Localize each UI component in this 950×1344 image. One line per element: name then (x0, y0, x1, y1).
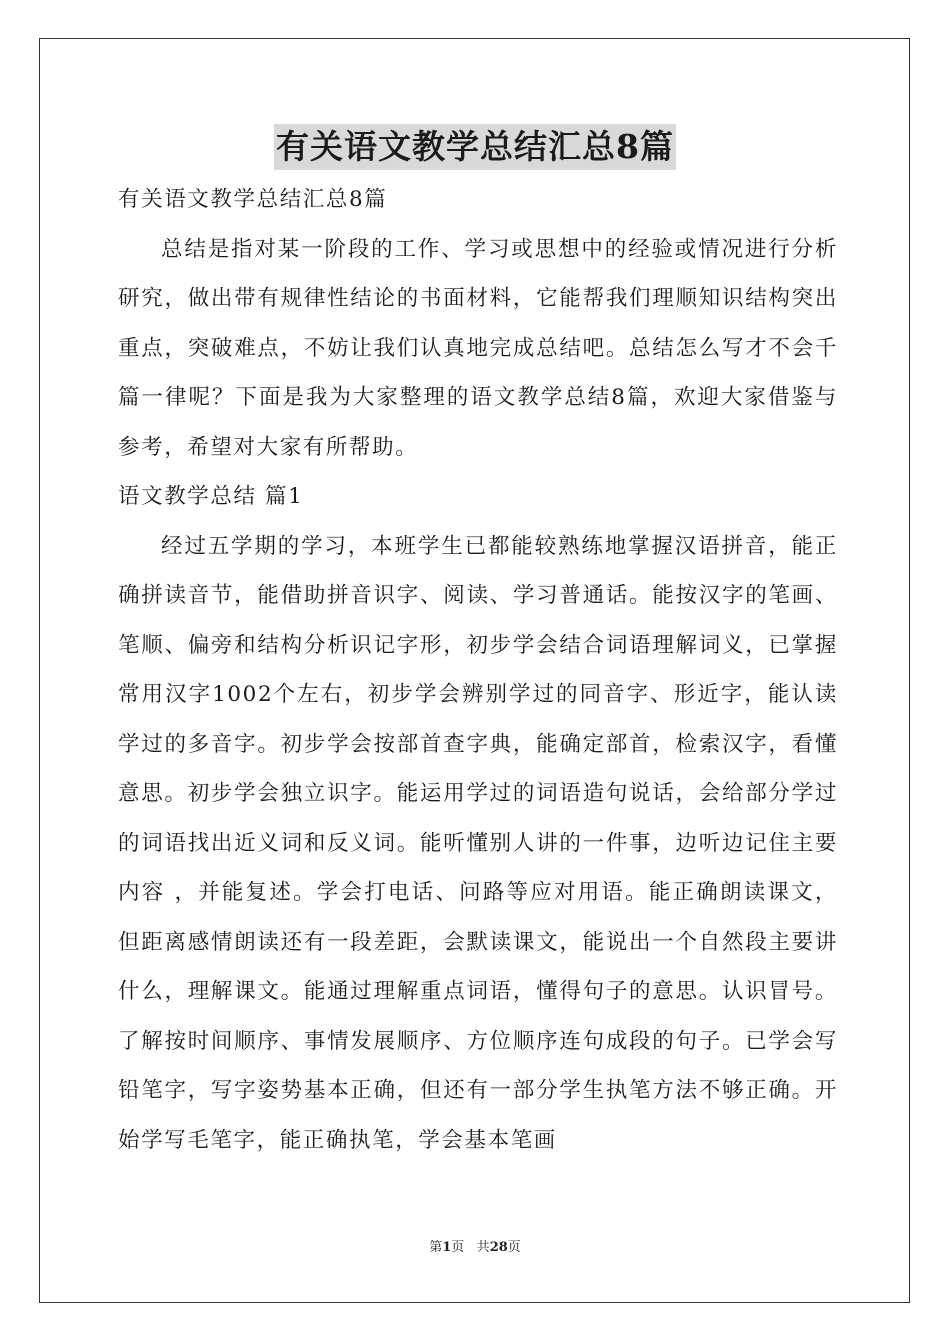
section-heading: 语文教学总结 篇1 (118, 484, 304, 509)
document-body (118, 175, 838, 1165)
intro-paragraph: 总结是指对某一阶段的工作、学习或思想中的经验或情况进行分析研究，做出带有规律性结论的书面材料，它能帮我们理顺知识结构突出重点，突破难点，不妨让我们认真地完成总结吧。总结怎么写才不会千篇一律呢？下面是我为大家整理的语文教学总结8篇，欢迎大家借鉴与参考，希望对大家有所帮助。 (118, 236, 838, 460)
title-wrap (0, 124, 950, 170)
document-title: 有关语文教学总结汇总8篇 (274, 124, 676, 170)
section-paragraph: 经过五学期的学习，本班学生已都能较熟练地掌握汉语拼音，能正确拼读音节，能借助拼音识字、阅读、学习普通话。能按汉字的笔画、笔顺、偏旁和结构分析识记字形，初步学会结合词语理解词义，已掌握常用汉字1002个左右，初步学会辨别学过的同音字、形近字，能认读学过的多音字。初步学会按部首查字典，能确定部首，检索汉字，看懂意思。初步学会独立识字。能运用学过的词语造句说话，会给部分学过的词语找出近义词和反义词。能听懂别人讲的一件事，边听边记住主要内容 ，并能复述。学会打电话、问路等应对用语。能正确朗读课文，但距离感情朗读还有一段差距，会默读课文，能说出一个自然段主要讲什么，理解课文。能通过理解重点词语，懂得句子的意思。认识冒号。了解按时间顺序、事情发展顺序、方位顺序连句成段的句子。已学会写铅笔字，写字姿势基本正确，但还有一部分学生执笔方法不够正确。开始学写毛笔字，能正确执笔，学会基本笔画 (118, 533, 838, 1153)
page-suffix: 页 (451, 1240, 465, 1255)
total-prefix: 共 (476, 1240, 490, 1255)
document-subtitle: 有关语文教学总结汇总8篇 (118, 187, 388, 212)
page-footer (0, 1236, 950, 1255)
page-number: 1 (442, 1240, 452, 1255)
page-prefix: 第 (429, 1240, 443, 1255)
total-pages: 28 (489, 1240, 508, 1255)
total-suffix: 页 (507, 1240, 521, 1255)
